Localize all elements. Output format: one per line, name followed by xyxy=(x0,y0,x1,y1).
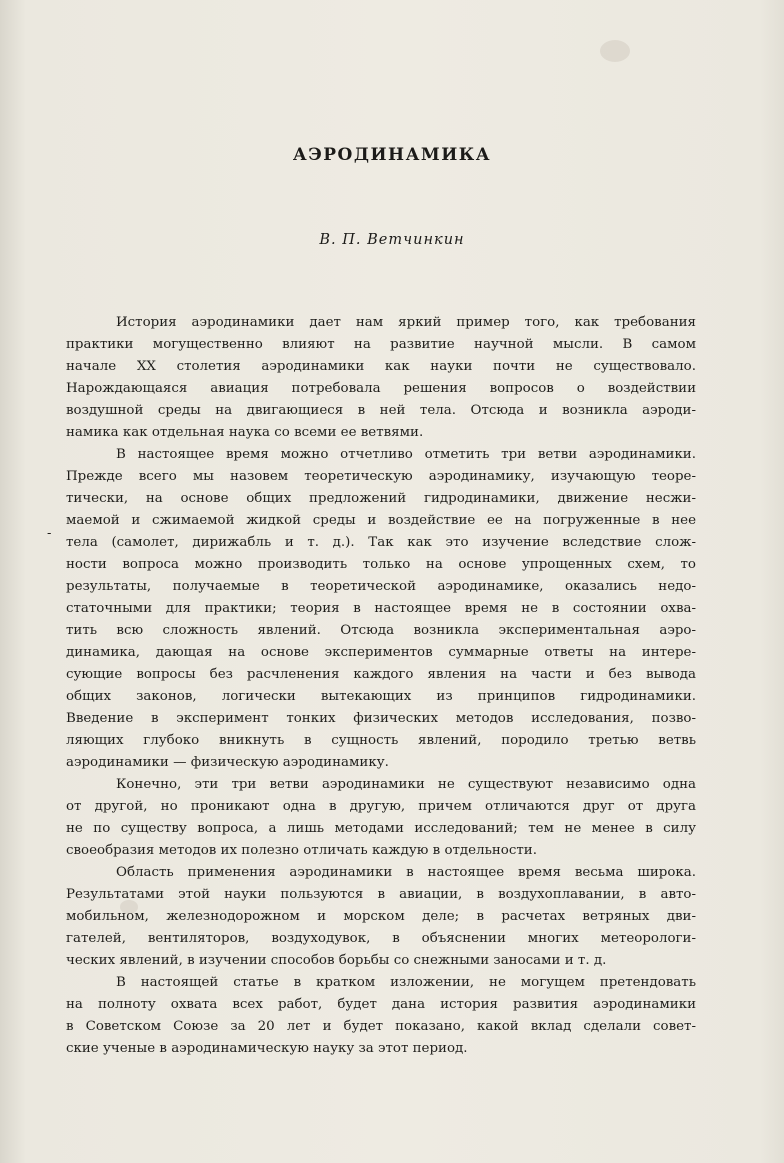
paper-stain xyxy=(600,40,630,62)
text-line: намика как отдельная наука со всеми ее ветвями. xyxy=(66,425,424,440)
text-line: тить всю сложность явлений. Отсюда возникла экспериментальная аэро- xyxy=(66,623,696,638)
text-line: Нарождающаяся авиация потребовала решения вопросов о воздействии xyxy=(66,381,696,396)
text-line: начале XX столетия аэродинамики как науки почти не существовало. xyxy=(66,359,696,374)
text-line: практики могущественно влияют на развитие научной мысли. В самом xyxy=(66,337,696,352)
text-line: результаты, получаемые в теоретической аэродинамике, оказались недо- xyxy=(66,579,696,594)
text-line: аэродинамики — физическую аэродинамику. xyxy=(66,755,389,770)
text-line: Введение в эксперимент тонких физических методов исследования, позво- xyxy=(66,711,696,726)
text-line: В настоящее время можно отчетливо отметить три ветви аэродинамики. xyxy=(116,447,696,462)
text-line: общих законов, логически вытекающих из принципов гидродинамики. xyxy=(66,689,696,704)
text-line: маемой и сжимаемой жидкой среды и воздействие ее на погруженные в нее xyxy=(66,513,696,528)
text-line: на полноту охвата всех работ, будет дана история развития аэродинамики xyxy=(66,997,696,1012)
text-line: гателей, вентиляторов, воздуходувок, в объяснении многих метеорологи- xyxy=(66,931,696,946)
margin-mark: - xyxy=(47,526,52,541)
text-line: Прежде всего мы назовем теоретическую аэродинамику, изучающую теоре- xyxy=(66,469,696,484)
text-line: тически, на основе общих предложений гидродинамики, движение несжи- xyxy=(66,491,696,506)
text-line: мобильном, железнодорожном и морском деле; в расчетах ветряных дви- xyxy=(66,909,696,924)
text-line: ские ученые в аэродинамическую науку за этот период. xyxy=(66,1041,468,1056)
text-line: В настоящей статье в кратком изложении, не могущем претендовать xyxy=(116,975,696,990)
text-line: Результатами этой науки пользуются в авиации, в воздухоплавании, в авто- xyxy=(66,887,696,902)
text-line: в Советском Союзе за 20 лет и будет показано, какой вклад сделали совет- xyxy=(66,1019,696,1034)
article-title: АЭРОДИНАМИКА xyxy=(292,145,492,165)
article-author: В. П. Ветчинкин xyxy=(319,232,465,248)
text-line: динамика, дающая на основе экспериментов суммарные ответы на интере- xyxy=(66,645,696,660)
text-line: ности вопроса можно производить только на основе упрощенных схем, то xyxy=(66,557,696,572)
text-line: Конечно, эти три ветви аэродинамики не существуют независимо одна xyxy=(116,777,696,792)
text-line: История аэродинамики дает нам яркий пример того, как требования xyxy=(116,315,696,330)
text-line: Область применения аэродинамики в настоящее время весьма широка. xyxy=(116,865,696,880)
text-line: воздушной среды на двигающиеся в ней тела. Отсюда и возникла аэроди- xyxy=(66,403,696,418)
text-line: сующие вопросы без расчленения каждого явления на части и без вывода xyxy=(66,667,696,682)
text-line: ляющих глубоко вникнуть в сущность явлений, породило третью ветвь xyxy=(66,733,696,748)
text-line: своеобразия методов их полезно отличать каждую в отдельности. xyxy=(66,843,537,858)
text-line: от другой, но проникают одна в другую, причем отличаются друг от друга xyxy=(66,799,696,814)
text-line: не по существу вопроса, а лишь методами исследований; тем не менее в силу xyxy=(66,821,696,836)
text-line: тела (самолет, дирижабль и т. д.). Так как это изучение вследствие слож- xyxy=(66,535,696,550)
text-line: ческих явлений, в изучении способов борьбы со снежными заносами и т. д. xyxy=(66,953,607,968)
text-line: статочными для практики; теория в настоящее время не в состоянии охва- xyxy=(66,601,696,616)
